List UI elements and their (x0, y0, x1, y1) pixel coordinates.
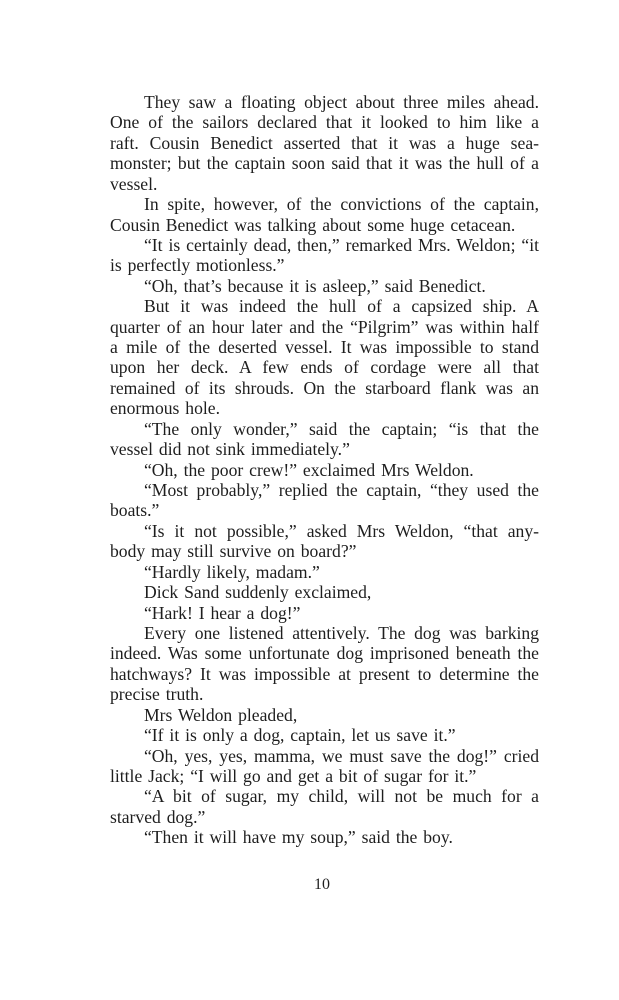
page-body (110, 92, 539, 848)
paragraph: Dick Sand suddenly exclaimed, (144, 582, 372, 603)
paragraph: “Oh, that’s because it is asleep,” said Benedict. (144, 275, 486, 296)
paragraph: “A bit of sugar, my child, will not be much for a starved dog.” (110, 786, 539, 827)
paragraph: “Hardly likely, madam.” (144, 561, 320, 582)
paragraph: “Oh, the poor crew!” exclaimed Mrs Weldon. (144, 459, 474, 480)
page-number: 10 (314, 876, 330, 893)
paragraph: In spite, however, of the convictions of the captain, Cousin Benedict was talking about some huge cetacean. (110, 194, 539, 235)
paragraph: “Hark! I hear a dog!” (144, 602, 301, 623)
paragraph: But it was indeed the hull of a capsized ship. A quarter of an hour later and the “Pilgrim” was within half a mile of the deserted vessel. It was impossible to stand upon her deck. A few ends of cordage were all that remained of its shrouds. On the starboard flank was an enormous hole. (110, 296, 539, 419)
paragraph: Mrs Weldon pleaded, (144, 704, 298, 725)
paragraph: “The only wonder,” said the captain; “is that the vessel did not sink immediately.” (110, 418, 539, 460)
paragraph: “It is certainly dead, then,” remarked Mrs. Weldon; “it is perfectly motionless.” (110, 234, 539, 276)
paragraph: Every one listened attentively. The dog was barking indeed. Was some unfortunate dog imprisoned beneath the hatchways? It was impossible at present to determine the precise truth. (110, 622, 539, 705)
paragraph: “Most probably,” replied the captain, “they used the boats.” (110, 480, 539, 521)
paragraph: “Oh, yes, yes, mamma, we must save the dog!” cried little Jack; “I will go and get a bit of sugar for it.” (110, 745, 539, 786)
paragraph: They saw a floating object about three miles ahead. One of the sailors declared that it looked to him like a raft. Cousin Benedict asserted that it was a huge sea-monster; but the captain soon said that it was the hull of a vessel. (110, 92, 539, 194)
paragraph: “Then it will have my soup,” said the boy. (144, 827, 453, 848)
paragraph: “Is it not possible,” asked Mrs Weldon, “that any-body may still survive on board?” (110, 520, 539, 562)
paragraph: “If it is only a dog, captain, let us save it.” (144, 725, 456, 746)
